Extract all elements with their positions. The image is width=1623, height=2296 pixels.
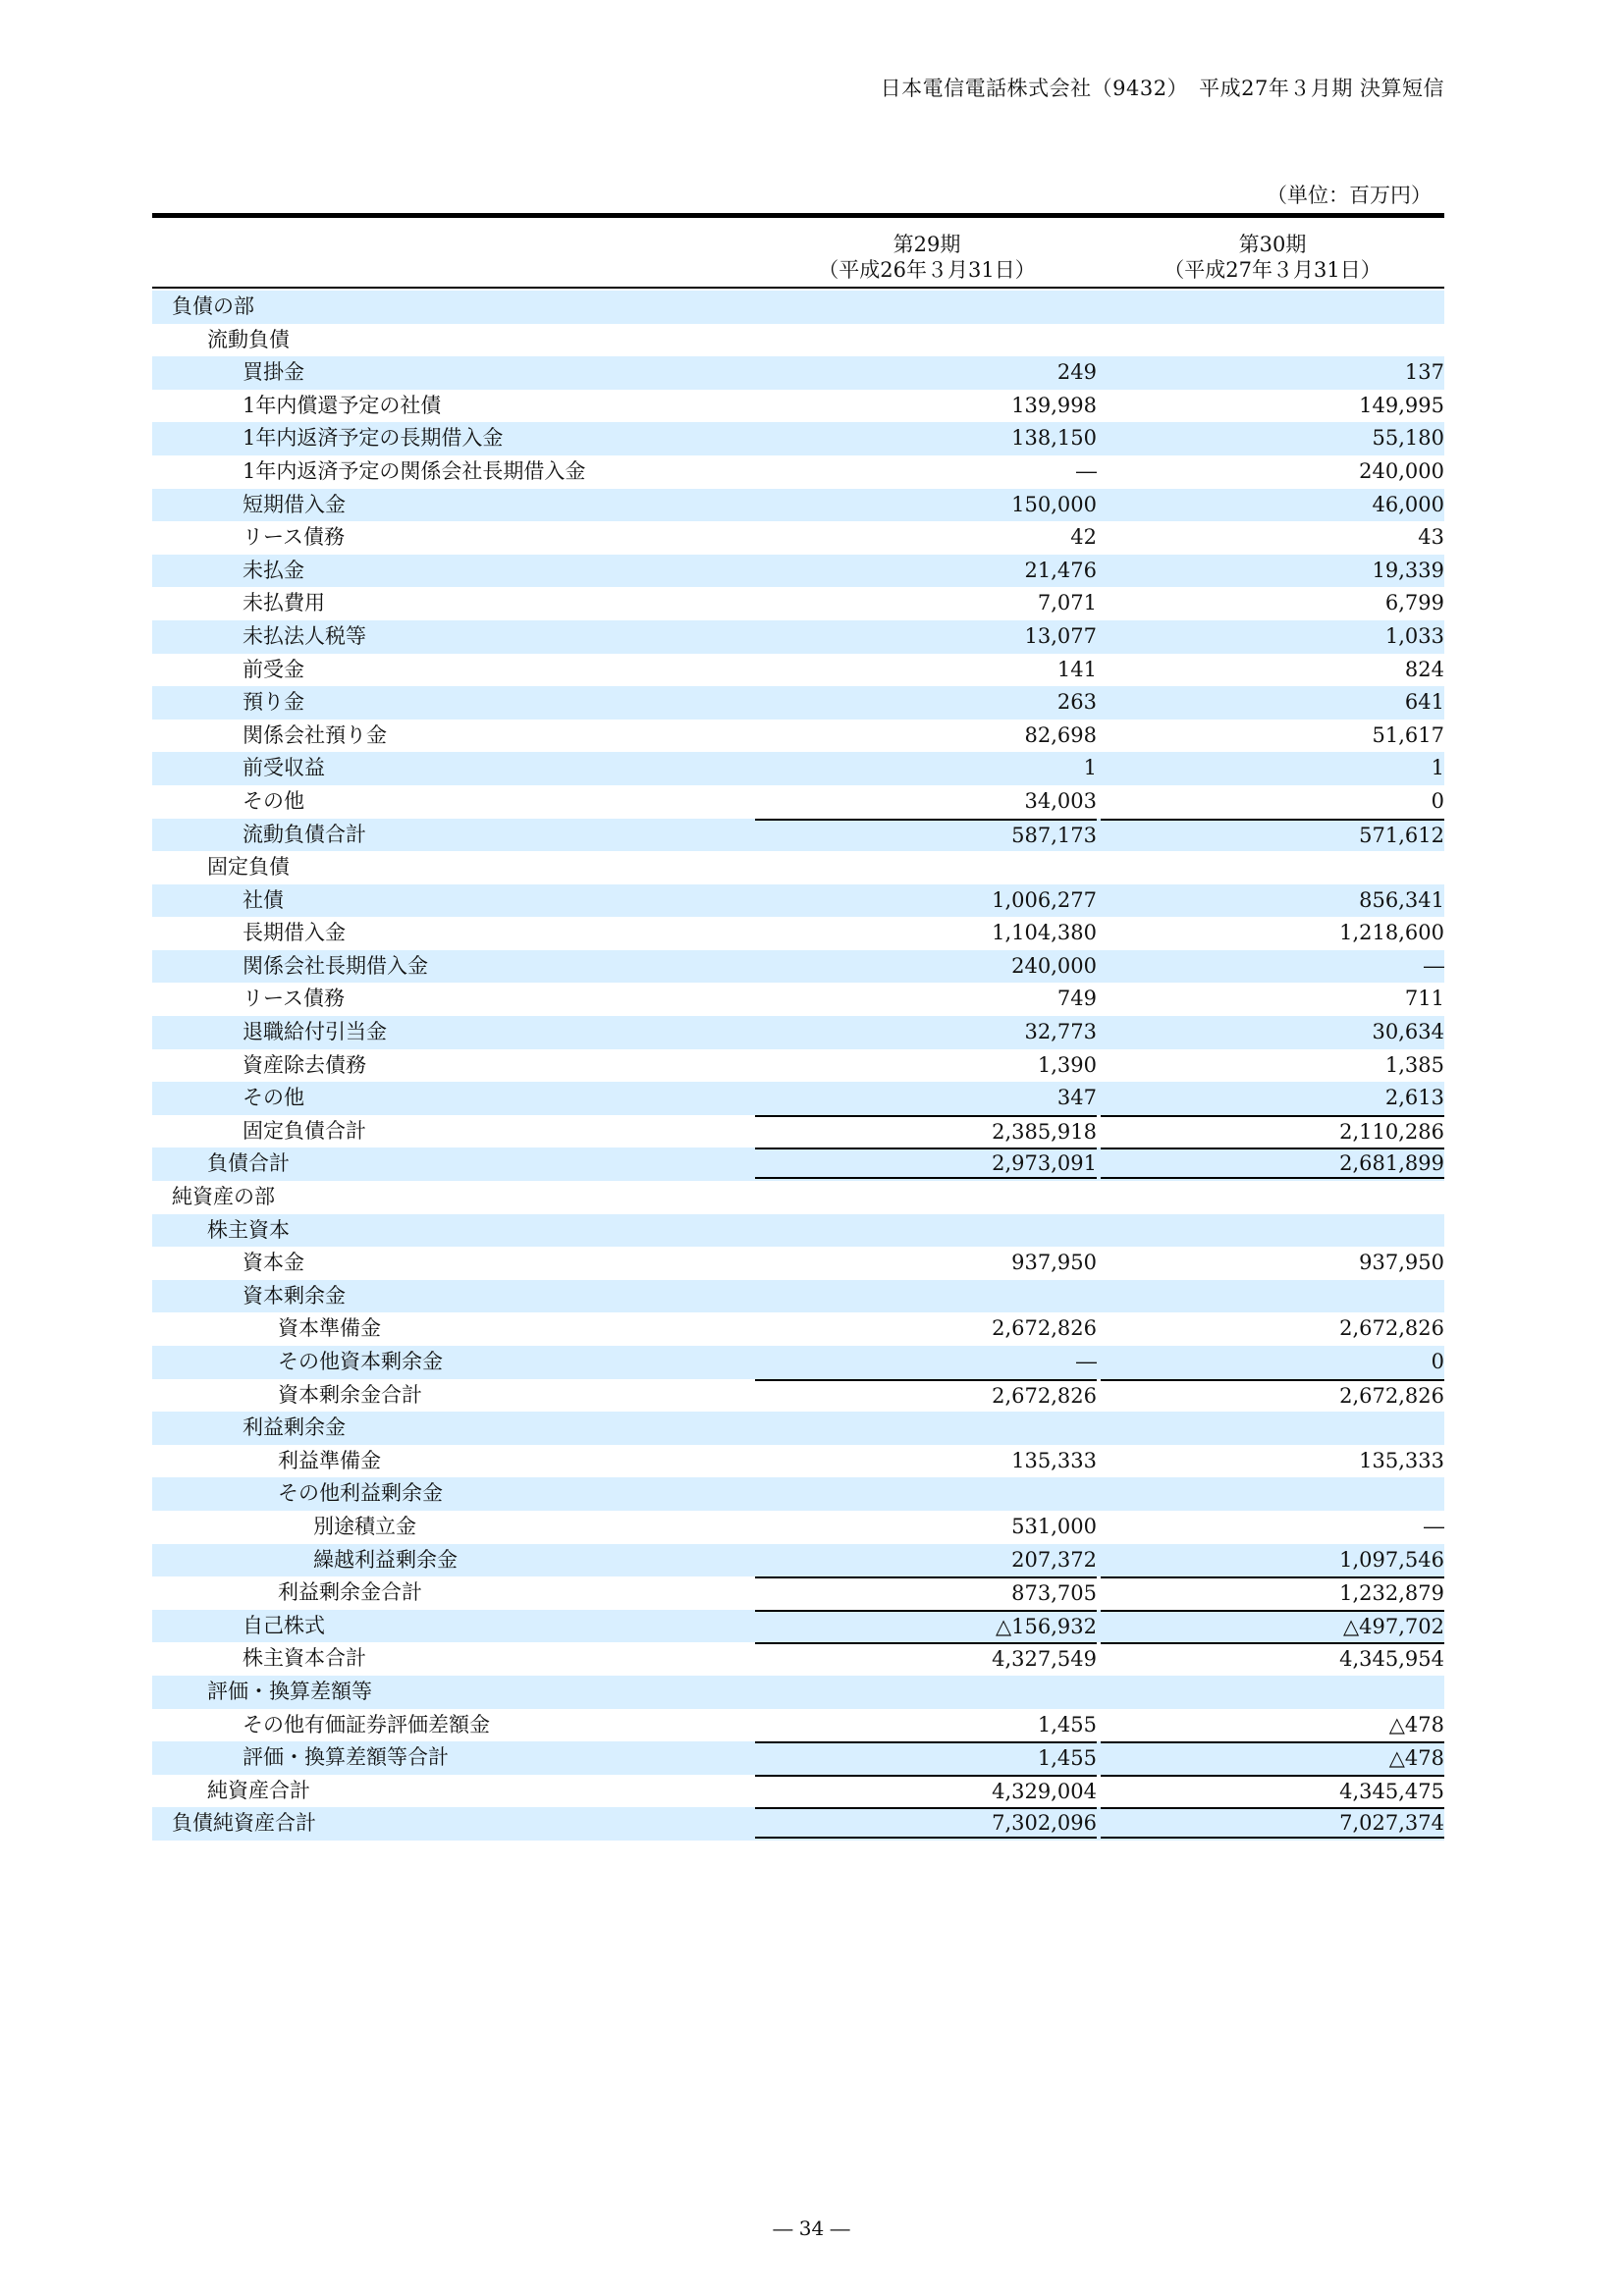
row-label: 負債合計 — [207, 1151, 290, 1176]
table-row — [152, 1346, 1444, 1379]
table-row — [152, 1247, 1444, 1280]
current-value: 0 — [1431, 788, 1444, 813]
current-value: 135,333 — [1359, 1448, 1444, 1472]
prior-value: 21,476 — [1024, 558, 1097, 582]
row-label: 資本金 — [243, 1251, 304, 1275]
current-value: 4,345,475 — [1101, 1775, 1444, 1806]
table-row — [152, 422, 1444, 455]
table-row — [152, 1312, 1444, 1346]
row-label: 評価・換算差額等 — [207, 1679, 372, 1703]
prior-value: 32,773 — [1024, 1020, 1097, 1044]
prior-value: 240,000 — [1011, 953, 1097, 978]
table-row — [152, 356, 1444, 390]
table-row — [152, 1082, 1444, 1115]
column-date-label: （平成27年３月31日） — [1163, 258, 1381, 282]
table-row — [152, 686, 1444, 720]
row-label: 純資産の部 — [172, 1185, 275, 1209]
row-label: 退職給付引当金 — [243, 1020, 387, 1044]
unit-note: （単位：百万円） — [1267, 184, 1432, 207]
row-label: 別途積立金 — [313, 1514, 416, 1538]
table-row — [152, 1709, 1444, 1742]
current-value: ― — [1424, 953, 1444, 978]
subtotal-row — [152, 1775, 1444, 1808]
column-header-prior — [755, 232, 1099, 283]
prior-value: 34,003 — [1024, 788, 1097, 813]
prior-value: 347 — [1056, 1086, 1097, 1110]
row-label: 資本剰余金合計 — [278, 1382, 422, 1407]
column-header-current — [1101, 232, 1444, 283]
current-value: 137 — [1404, 360, 1444, 385]
table-row — [152, 390, 1444, 423]
table-row — [152, 620, 1444, 654]
table-row — [152, 521, 1444, 555]
current-value: 937,950 — [1359, 1251, 1444, 1275]
row-label: 1年内返済予定の関係会社長期借入金 — [243, 458, 586, 483]
prior-value: 263 — [1056, 690, 1097, 715]
current-value: 1,385 — [1384, 1052, 1444, 1077]
subtotal-row — [152, 1576, 1444, 1610]
table-row — [152, 1511, 1444, 1544]
prior-value: △156,932 — [755, 1610, 1097, 1641]
row-label: 短期借入金 — [243, 492, 346, 516]
subtotal-row — [152, 1379, 1444, 1413]
document-header: 日本電信電話株式会社（9432） 平成27年３月期 決算短信 — [880, 77, 1444, 100]
row-label: 負債の部 — [172, 294, 254, 318]
prior-value: 2,672,826 — [755, 1379, 1097, 1411]
table-row — [152, 1544, 1444, 1577]
table-row — [152, 1610, 1444, 1643]
row-label: その他資本剰余金 — [278, 1350, 443, 1373]
page-number: ― 34 ― — [773, 2216, 850, 2240]
table-row — [152, 1445, 1444, 1478]
current-value: 2,110,286 — [1101, 1115, 1444, 1147]
prior-value: 873,705 — [755, 1576, 1097, 1608]
prior-value: 150,000 — [1011, 492, 1097, 516]
current-value: △478 — [1101, 1741, 1444, 1773]
current-value: 6,799 — [1384, 591, 1444, 615]
current-value: 55,180 — [1372, 426, 1444, 451]
prior-value: 7,302,096 — [755, 1807, 1097, 1839]
column-period-label: 第30期 — [1238, 233, 1307, 256]
row-label: 利益剰余金合計 — [278, 1580, 422, 1605]
prior-value: 141 — [1056, 657, 1097, 681]
prior-value: 1,006,277 — [992, 887, 1097, 912]
current-value: 43 — [1418, 525, 1444, 550]
table-row — [152, 1412, 1444, 1445]
current-value: 2,672,826 — [1101, 1379, 1444, 1411]
table-row — [152, 1280, 1444, 1313]
table-row — [152, 1049, 1444, 1083]
row-label: 資本剰余金 — [243, 1283, 346, 1308]
current-value: 2,681,899 — [1101, 1148, 1444, 1179]
row-label: 関係会社長期借入金 — [243, 953, 428, 978]
prior-value: ― — [1076, 458, 1097, 483]
table-row — [152, 291, 1444, 324]
row-label: 関係会社預り金 — [243, 722, 387, 747]
prior-value: 135,333 — [1011, 1448, 1097, 1472]
table-row — [152, 983, 1444, 1016]
table-row — [152, 455, 1444, 489]
subtotal-row — [152, 1741, 1444, 1775]
prior-value: 7,071 — [1037, 591, 1097, 615]
row-label: その他 — [243, 788, 304, 813]
total-row — [152, 1807, 1444, 1841]
table-row — [152, 1214, 1444, 1248]
row-label: 社債 — [243, 887, 284, 912]
row-label: リース債務 — [243, 525, 345, 550]
row-label: 純資産合計 — [207, 1778, 310, 1802]
prior-value: 587,173 — [755, 819, 1097, 850]
table-row — [152, 489, 1444, 522]
row-label: 資産除去債務 — [243, 1052, 366, 1077]
subtotal-row — [152, 1115, 1444, 1148]
table-row — [152, 324, 1444, 357]
row-label: 未払金 — [243, 558, 304, 582]
current-value: 149,995 — [1359, 393, 1444, 417]
table-row — [152, 555, 1444, 588]
current-value: 7,027,374 — [1101, 1807, 1444, 1839]
table-row — [152, 785, 1444, 819]
table-row — [152, 720, 1444, 753]
current-value: 856,341 — [1359, 887, 1444, 912]
current-value: 1 — [1431, 756, 1444, 780]
current-value: 571,612 — [1101, 819, 1444, 850]
row-label: 固定負債合計 — [243, 1118, 366, 1143]
row-label: 前受収益 — [243, 756, 325, 780]
table-row — [152, 917, 1444, 950]
prior-value: 207,372 — [1011, 1547, 1097, 1572]
prior-value: 749 — [1056, 987, 1097, 1011]
row-label: 長期借入金 — [243, 921, 346, 945]
current-value: 1,097,546 — [1339, 1547, 1444, 1572]
table-row — [152, 884, 1444, 918]
prior-value: 139,998 — [1011, 393, 1097, 417]
current-value: △478 — [1388, 1712, 1444, 1736]
prior-value: 82,698 — [1024, 722, 1097, 747]
current-value: 30,634 — [1372, 1020, 1444, 1044]
prior-value: 138,150 — [1011, 426, 1097, 451]
table-row — [152, 1181, 1444, 1214]
prior-value: 531,000 — [1011, 1514, 1097, 1538]
table-row — [152, 1016, 1444, 1049]
prior-value: ― — [1076, 1350, 1097, 1373]
current-value: 2,672,826 — [1339, 1316, 1444, 1341]
current-value: 1,033 — [1384, 623, 1444, 648]
column-date-label: （平成26年３月31日） — [818, 258, 1036, 282]
prior-value: 4,327,549 — [755, 1642, 1097, 1674]
row-label: 繰越利益剰余金 — [313, 1547, 458, 1572]
table-row — [152, 654, 1444, 687]
current-value: 824 — [1404, 657, 1444, 681]
current-value: 1,218,600 — [1339, 921, 1444, 945]
table-row — [152, 752, 1444, 785]
row-label: その他有価証券評価差額金 — [243, 1712, 490, 1736]
prior-value: 13,077 — [1024, 623, 1097, 648]
prior-value: 249 — [1056, 360, 1097, 385]
row-label: 1年内償還予定の社債 — [243, 393, 442, 417]
row-label: 資本準備金 — [278, 1316, 381, 1341]
prior-value: 937,950 — [1011, 1251, 1097, 1275]
row-label: 固定負債 — [207, 855, 290, 880]
row-label: 自己株式 — [243, 1613, 325, 1637]
current-value: 46,000 — [1372, 492, 1444, 516]
prior-value: 2,385,918 — [755, 1115, 1097, 1147]
subtotal-row — [152, 1642, 1444, 1676]
prior-value: 4,329,004 — [755, 1775, 1097, 1806]
current-value: 1,232,879 — [1101, 1576, 1444, 1608]
current-value: 4,345,954 — [1101, 1642, 1444, 1674]
subtotal-row — [152, 819, 1444, 852]
row-label: 前受金 — [243, 657, 304, 681]
total-row — [152, 1148, 1444, 1181]
prior-value: 2,672,826 — [992, 1316, 1097, 1341]
balance-sheet-table — [152, 213, 1444, 1841]
current-value: 19,339 — [1372, 558, 1444, 582]
current-value: 51,617 — [1372, 722, 1444, 747]
row-label: 利益剰余金 — [243, 1415, 346, 1440]
row-label: 利益準備金 — [278, 1448, 381, 1472]
column-header-row — [152, 218, 1444, 289]
table-row — [152, 1676, 1444, 1709]
table-body — [152, 291, 1444, 1841]
current-value: 711 — [1404, 987, 1444, 1011]
current-value: 2,613 — [1384, 1086, 1444, 1110]
row-label: 負債純資産合計 — [172, 1811, 316, 1836]
table-row — [152, 950, 1444, 984]
row-label: その他利益剰余金 — [278, 1481, 443, 1506]
row-label: 買掛金 — [243, 360, 304, 385]
row-label: その他 — [243, 1086, 304, 1110]
row-label: 流動負債合計 — [243, 822, 366, 846]
row-label: 未払法人税等 — [243, 623, 366, 648]
row-label: 評価・換算差額等合計 — [243, 1745, 449, 1770]
column-period-label: 第29期 — [893, 233, 961, 256]
table-row — [152, 1477, 1444, 1511]
current-value: △497,702 — [1101, 1610, 1444, 1641]
row-label: 預り金 — [243, 690, 304, 715]
row-label: 株主資本 — [207, 1217, 290, 1242]
prior-value: 42 — [1070, 525, 1097, 550]
prior-value: 1,455 — [1037, 1712, 1097, 1736]
current-value: 240,000 — [1359, 458, 1444, 483]
prior-value: 2,973,091 — [755, 1148, 1097, 1179]
prior-value: 1,455 — [755, 1741, 1097, 1773]
prior-value: 1,390 — [1037, 1052, 1097, 1077]
table-row — [152, 851, 1444, 884]
current-value: 0 — [1431, 1350, 1444, 1373]
prior-value: 1,104,380 — [992, 921, 1097, 945]
row-label: 1年内返済予定の長期借入金 — [243, 426, 504, 451]
row-label: 流動負債 — [207, 327, 290, 351]
current-value: 641 — [1404, 690, 1444, 715]
row-label: 未払費用 — [243, 591, 325, 615]
prior-value: 1 — [1083, 756, 1097, 780]
table-row — [152, 587, 1444, 620]
row-label: リース債務 — [243, 987, 345, 1011]
current-value: ― — [1424, 1514, 1444, 1538]
row-label: 株主資本合計 — [243, 1646, 366, 1671]
